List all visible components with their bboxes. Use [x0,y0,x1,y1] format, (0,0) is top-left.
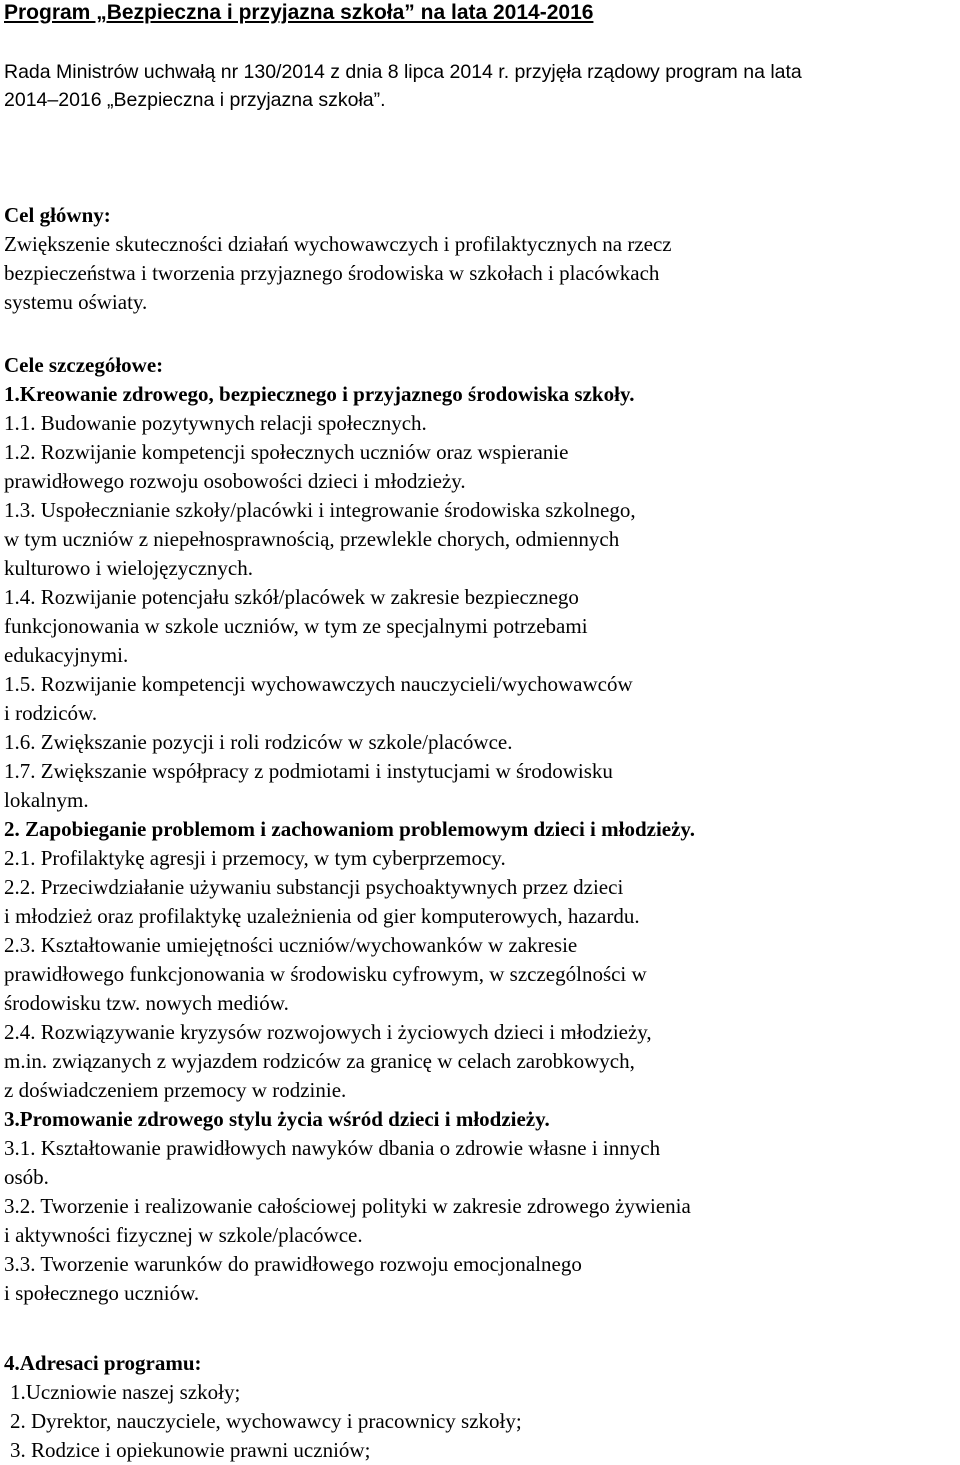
intro-line: Rada Ministrów uchwałą nr 130/2014 z dnia 8 lipca 2014 r. przyjęła rządowy program na lata [4,61,802,83]
goal-group-heading: 3.Promowanie zdrowego stylu życia wśród dzieci i młodzieży. [4,1107,550,1131]
goal-line: 1.4. Rozwijanie potencjału szkół/placówek w zakresie bezpiecznego [4,585,579,609]
goal-line: lokalnym. [4,788,89,812]
main-goal-heading: Cel główny: [4,203,111,227]
goal-line: i rodziców. [4,701,98,725]
main-goal-text [4,230,954,317]
goal-line: 1.5. Rozwijanie kompetencji wychowawczych nauczycieli/wychowawców [4,672,633,696]
goal-line: w tym uczniów z niepełnosprawnością, przewlekle chorych, odmiennych [4,527,620,551]
main-goal-line: Zwiększenie skuteczności działań wychowawczych i profilaktycznych na rzecz [4,232,672,256]
goal-line: kulturowo i wielojęzycznych. [4,556,254,580]
main-goal-line: systemu oświaty. [4,290,148,314]
addressees-heading: 4.Adresaci programu: [4,1351,202,1375]
goal-line: 1.3. Uspołecznianie szkoły/placówki i integrowanie środowiska szkolnego, [4,498,636,522]
goal-line: 3.1. Kształtowanie prawidłowych nawyków dbania o zdrowie własne i innych [4,1136,661,1160]
goal-line: środowisku tzw. nowych mediów. [4,991,289,1015]
intro-line: 2014–2016 „Bezpieczna i przyjazna szkoła”. [4,89,386,111]
goal-line: 2.4. Rozwiązywanie kryzysów rozwojowych i życiowych dzieci i młodzieży, [4,1020,652,1044]
goal-line: 3.2. Tworzenie i realizowanie całościowej polityki w zakresie zdrowego żywienia [4,1194,691,1218]
goal-group-heading: 1.Kreowanie zdrowego, bezpiecznego i przyjaznego środowiska szkoły. [4,382,635,406]
goal-line: 3.3. Tworzenie warunków do prawidłowego rozwoju emocjonalnego [4,1252,582,1276]
goal-line: 1.1. Budowanie pozytywnych relacji społecznych. [4,411,427,435]
addressees-section [4,1349,522,1465]
goal-line: m.in. związanych z wyjazdem rodziców za granicę w celach zarobkowych, [4,1049,635,1073]
goal-line: 1.7. Zwiększanie współpracy z podmiotami i instytucjami w środowisku [4,759,613,783]
addressee-item: 1.Uczniowie naszej szkoły; [10,1380,241,1404]
goal-group-heading: 2. Zapobieganie problemom i zachowaniom problemowym dzieci i młodzieży. [4,817,696,841]
goal-line: prawidłowego funkcjonowania w środowisku cyfrowym, w szczególności w [4,962,647,986]
goal-line: z doświadczeniem przemocy w rodzinie. [4,1078,347,1102]
addressee-item: 3. Rodzice i opiekunowie prawni uczniów; [10,1438,371,1462]
goal-line: 2.1. Profilaktykę agresji i przemocy, w tym cyberprzemocy. [4,846,506,870]
intro-paragraph [4,58,802,114]
addressees-list [4,1378,522,1465]
specific-goals-list [4,380,954,1308]
goal-line: osób. [4,1165,49,1189]
main-goal-line: bezpieczeństwa i tworzenia przyjaznego środowiska w szkołach i placówkach [4,261,660,285]
goal-line: i aktywności fizycznej w szkole/placówce. [4,1223,363,1247]
goal-line: i społecznego uczniów. [4,1281,200,1305]
goal-line: i młodzież oraz profilaktykę uzależnienia od gier komputerowych, hazardu. [4,904,640,928]
main-goal-section [4,201,954,317]
goal-line: edukacyjnymi. [4,643,129,667]
document-title: Program „Bezpieczna i przyjazna szkoła” na lata 2014-2016 [4,1,594,24]
goal-line: 2.3. Kształtowanie umiejętności uczniów/wychowanków w zakresie [4,933,578,957]
goal-line: prawidłowego rozwoju osobowości dzieci i młodzieży. [4,469,466,493]
specific-goals-section [4,351,954,1308]
goal-line: 2.2. Przeciwdziałanie używaniu substancji psychoaktywnych przez dzieci [4,875,624,899]
goal-line: 1.2. Rozwijanie kompetencji społecznych uczniów oraz wspieranie [4,440,569,464]
goal-line: 1.6. Zwiększanie pozycji i roli rodziców w szkole/placówce. [4,730,513,754]
specific-goals-heading: Cele szczegółowe: [4,353,164,377]
goal-line: funkcjonowania w szkole uczniów, w tym ze specjalnymi potrzebami [4,614,588,638]
addressee-item: 2. Dyrektor, nauczyciele, wychowawcy i pracownicy szkoły; [10,1409,522,1433]
